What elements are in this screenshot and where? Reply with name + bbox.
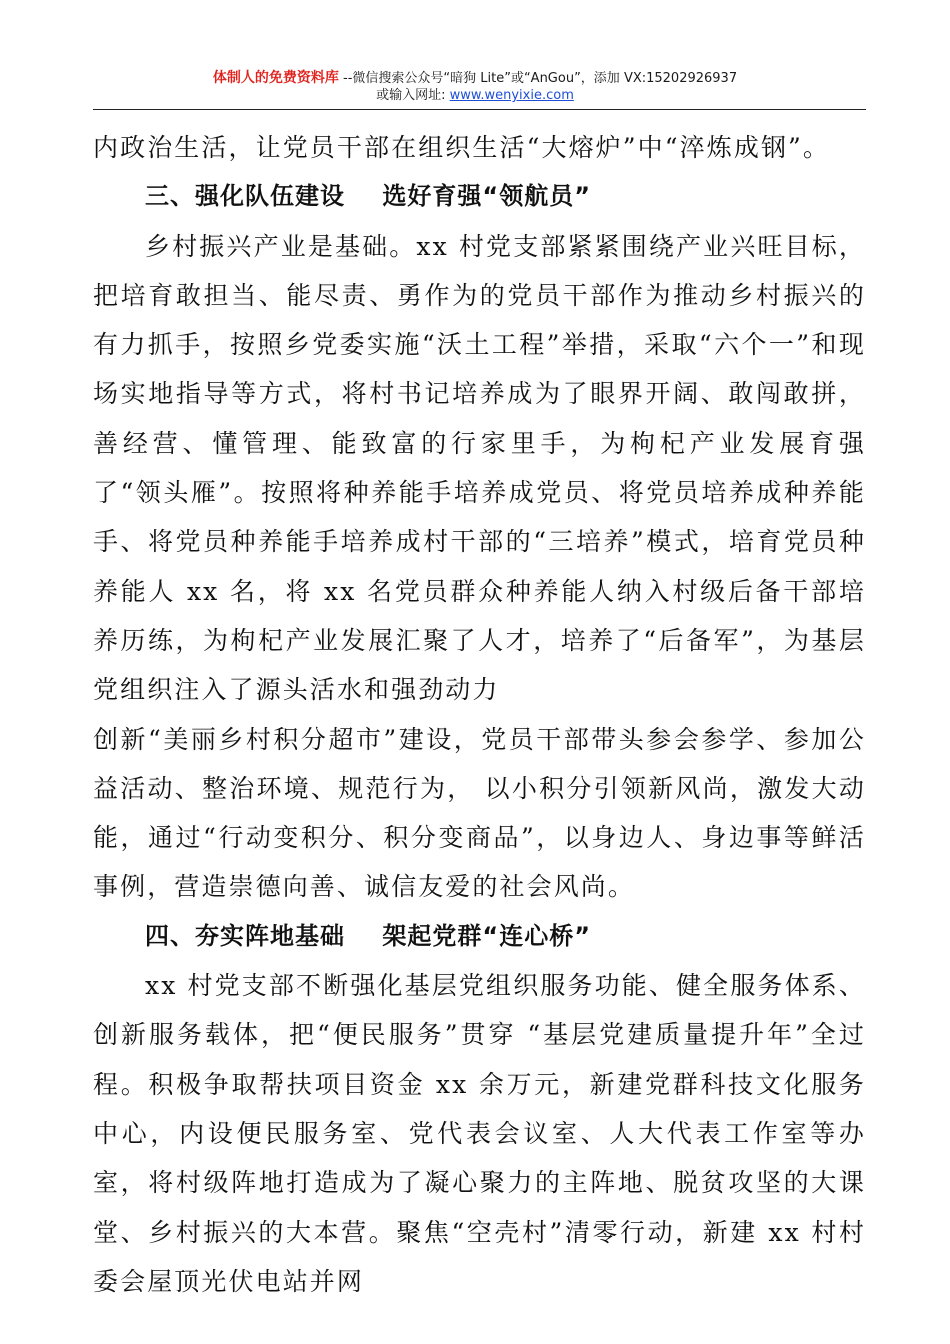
header-line-1 [0, 70, 950, 87]
header-line-2 [0, 87, 950, 104]
document-body [93, 123, 866, 1306]
header-brand: 体制人的免费资料库 [212, 70, 339, 86]
paragraph-service-position: xx 村党支部不断强化基层党组织服务功能、健全服务体系、创新服务载体，把“便民服务”贯穿 “基层党建质量提升年”全过程。积极争取帮扶项目资金 xx 余万元，新建党群科技文化服务中心，内设便民服务室、党代表会议室、人大代表工作室等办室，将村级阵地打造成为了凝心聚力的主阵地、脱贫攻坚的大课堂、乡村振兴的大本营。聚焦“空壳村”清零行动，新建 xx 村村委会屋顶光伏电站并网 [93, 971, 866, 1296]
section-heading-4: 四、夯实阵地基础 架起党群“连心桥” [145, 921, 591, 950]
paragraph-talent-cultivation: 乡村振兴产业是基础。xx 村党支部紧紧围绕产业兴旺目标，把培育敢担当、能尽责、勇作为的党员干部作为推动乡村振兴的有力抓手，按照乡党委实施“沃土工程”举措，采取“六个一”和现场实地指导等方式，将村书记培养成为了眼界开阔、敢闯敢拼，善经营、懂管理、能致富的行家里手，为枸杞产业发展育强了“领头雁”。按照将种养能手培养成党员、将党员培养成种养能手、将党员种养能手培养成村干部的“三培养”模式，培育党员种养能人 xx 名，将 xx 名党员群众种养能人纳入村级后备干部培养历练，为枸杞产业发展汇聚了人才，培养了“后备军”，为基层党组织注入了源头活水和强劲动力 [93, 231, 866, 705]
header-info: --微信搜索公众号“暗狗 Lite”或“AnGou”，添加 VX:15202926937 [338, 71, 738, 86]
section-heading-3: 三、强化队伍建设 选好育强“领航员” [145, 182, 591, 211]
header-url-link[interactable]: www.wenyixie.com [449, 88, 574, 103]
paragraph-continued: 内政治生活，让党员干部在组织生活“大熔炉”中“淬炼成钢”。 [93, 133, 831, 162]
header-url-prefix: 或输入网址: [376, 88, 450, 103]
header-divider [93, 109, 866, 110]
page-header [0, 70, 950, 104]
paragraph-points-supermarket: 创新“美丽乡村积分超市”建设，党员干部带头参会参学、参加公益活动、整治环境、规范行为， 以小积分引领新风尚，激发大动能，通过“行动变积分、积分变商品”，以身边人、身边事等鲜活事例，营造崇德向善、诚信友爱的社会风尚。 [93, 724, 866, 902]
